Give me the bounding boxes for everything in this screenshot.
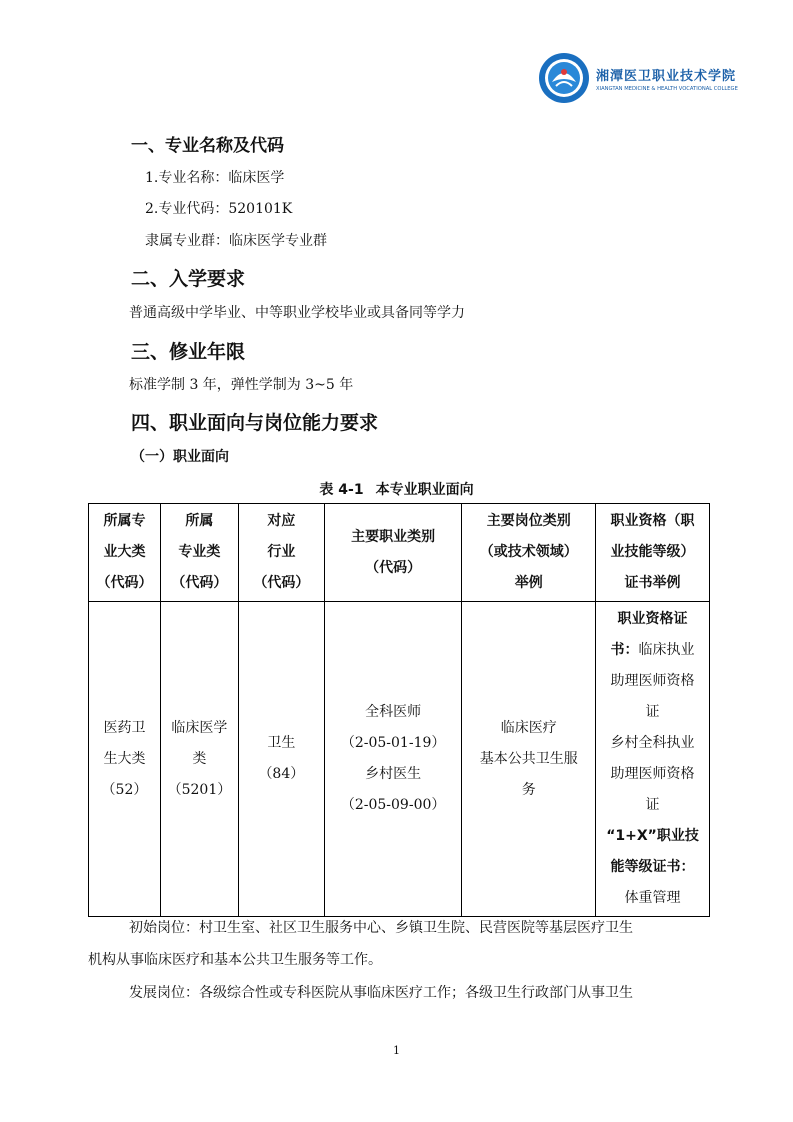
cell-category: 医药卫 生大类 （52） (89, 602, 161, 917)
college-logo (538, 52, 738, 104)
major-name: 1.专业名称：临床医学 (145, 170, 285, 186)
header-position: 主要岗位类别 （或技术领域） 举例 (462, 504, 596, 602)
occupation-table (88, 503, 710, 917)
table-number: 表 4-1 (319, 482, 364, 498)
subsection-title: （一）职业面向 (131, 449, 229, 465)
college-emblem-icon (538, 52, 590, 104)
table-header-row (89, 504, 710, 602)
initial-positions-line1: 初始岗位：村卫生室、社区卫生服务中心、乡镇卫生院、民营医院等基层医疗卫生 (129, 920, 633, 936)
header-occupation: 主要职业类别 （代码） (324, 504, 462, 602)
cell-industry: 卫生 （84） (238, 602, 324, 917)
cell-occupation: 全科医师 （2-05-01-19） 乡村医生 （2-05-09-00） (324, 602, 462, 917)
section-1-title: 一、专业名称及代码 (131, 136, 284, 156)
cell-class: 临床医学 类 （5201） (160, 602, 238, 917)
logo-english-name: XIANGTAN MEDICINE & HEALTH VOCATIONAL COLLEGE (596, 85, 738, 92)
admission-requirement: 普通高级中学毕业、中等职业学校毕业或具备同等学力 (129, 305, 465, 321)
major-code: 2.专业代码：520101K (145, 201, 293, 217)
section-4-title: 四、职业面向与岗位能力要求 (131, 412, 379, 434)
page-number: 1 (393, 1044, 400, 1057)
section-2-title: 二、入学要求 (131, 268, 246, 290)
table-title: 本专业职业面向 (375, 482, 474, 498)
table-row (89, 602, 710, 917)
section-3-title: 三、修业年限 (131, 341, 246, 363)
study-duration: 标准学制 3 年，弹性学制为 3~5 年 (129, 377, 354, 393)
cell-certificate: 职业资格证 书：临床执业 助理医师资格 证 乡村全科执业 助理医师资格 证 “1+X”职业技 能等级证书： 体重管理 (596, 602, 710, 917)
logo-chinese-name: 湘潭医卫职业技术学院 (596, 68, 737, 84)
major-group: 隶属专业群：临床医学专业群 (145, 233, 327, 249)
header-class: 所属 专业类 （代码） (160, 504, 238, 602)
cell-position: 临床医疗 基本公共卫生服 务 (462, 602, 596, 917)
initial-positions-line2: 机构从事临床医疗和基本公共卫生服务等工作。 (88, 952, 382, 968)
header-certificate: 职业资格（职 业技能等级） 证书举例 (596, 504, 710, 602)
header-category: 所属专 业大类 （代码） (89, 504, 161, 602)
table-caption (0, 479, 793, 499)
header-industry: 对应 行业 （代码） (238, 504, 324, 602)
development-positions: 发展岗位：各级综合性或专科医院从事临床医疗工作；各级卫生行政部门从事卫生 (129, 985, 633, 1001)
